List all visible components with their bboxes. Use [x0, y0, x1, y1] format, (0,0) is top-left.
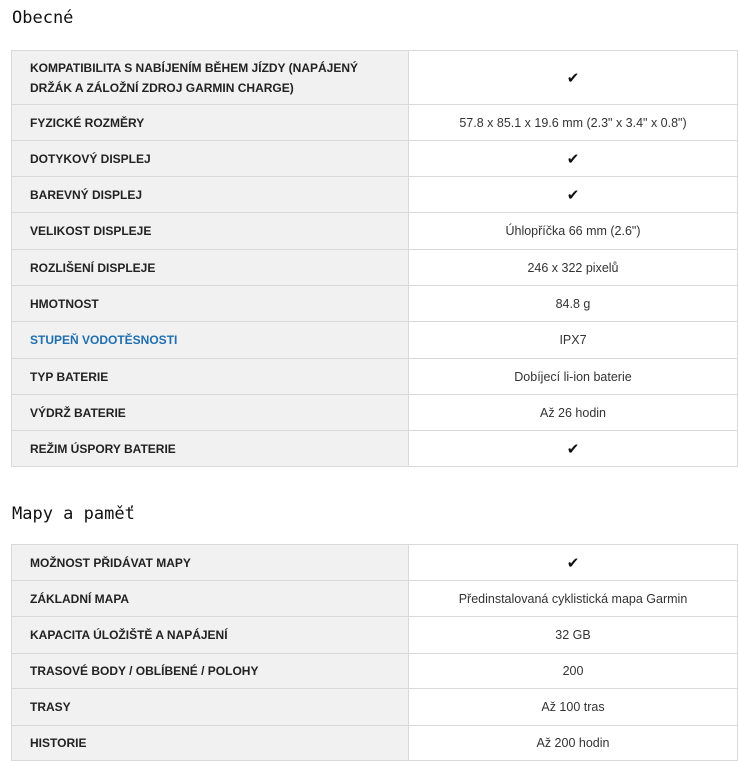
spec-label: DOTYKOVÝ DISPLEJ	[12, 141, 409, 177]
spec-row-moznost-pridavat-mapy	[12, 545, 738, 581]
spec-row-historie	[12, 726, 738, 761]
spec-row-stupen-vodotesnosti	[12, 322, 738, 359]
spec-value: Až 200 hodin	[409, 726, 738, 761]
checkmark-icon: ✔	[566, 185, 580, 204]
spec-label: VÝDRŽ BATERIE	[12, 395, 409, 431]
spec-row-trasove-body-oblibene-polohy	[12, 654, 738, 689]
spec-row-kapacita-uloziste-a-napajeni	[12, 617, 738, 654]
spec-value: Až 100 tras	[409, 689, 738, 726]
spec-value: Dobíjecí li-ion baterie	[409, 359, 738, 395]
spec-label: TRASOVÉ BODY / OBLÍBENÉ / POLOHY	[12, 654, 409, 689]
spec-label: TRASY	[12, 689, 409, 726]
spec-row-hmotnost	[12, 286, 738, 322]
spec-value: 200	[409, 654, 738, 689]
spec-value: 57.8 x 85.1 x 19.6 mm (2.3" x 3.4" x 0.8")	[409, 105, 738, 141]
spec-label: FYZICKÉ ROZMĚRY	[12, 105, 409, 141]
spec-row-barevny-displej	[12, 177, 738, 213]
spec-row-zakladni-mapa	[12, 581, 738, 617]
spec-label-link[interactable]: STUPEŇ VODOTĚSNOSTI	[12, 322, 409, 359]
spec-row-typ-baterie	[12, 359, 738, 395]
spec-label: KAPACITA ÚLOŽIŠTĚ A NAPÁJENÍ	[12, 617, 409, 654]
spec-label: ROZLIŠENÍ DISPLEJE	[12, 250, 409, 286]
spec-value: Až 26 hodin	[409, 395, 738, 431]
spec-value	[409, 177, 738, 213]
spec-row-velikost-displeje	[12, 213, 738, 250]
spec-row-fyzicke-rozmery	[12, 105, 738, 141]
spec-table-general	[11, 50, 738, 467]
spec-row-dotykovy-displej	[12, 141, 738, 177]
spec-row-vydrz-baterie	[12, 395, 738, 431]
spec-value: 32 GB	[409, 617, 738, 654]
spec-value	[409, 141, 738, 177]
spec-value	[409, 431, 738, 467]
spec-value	[409, 545, 738, 581]
spec-row-rozliseni-displeje	[12, 250, 738, 286]
spec-row-kompatibilita-s-nabijenim-behem-jizdy-napajeny-drzak-a-zalozni-zdroj-garmin-charge	[12, 51, 738, 105]
spec-value: Úhlopříčka 66 mm (2.6")	[409, 213, 738, 250]
spec-label: TYP BATERIE	[12, 359, 409, 395]
spec-row-rezim-uspory-baterie	[12, 431, 738, 467]
spec-label: ZÁKLADNÍ MAPA	[12, 581, 409, 617]
spec-label: HMOTNOST	[12, 286, 409, 322]
spec-value: IPX7	[409, 322, 738, 359]
section-title-general: Obecné	[12, 8, 74, 28]
spec-label: KOMPATIBILITA S NABÍJENÍM BĚHEM JÍZDY (NAPÁJENÝ DRŽÁK A ZÁLOŽNÍ ZDROJ GARMIN CHARGE)	[12, 51, 409, 105]
spec-value	[409, 51, 738, 105]
spec-label: REŽIM ÚSPORY BATERIE	[12, 431, 409, 467]
checkmark-icon: ✔	[566, 149, 580, 168]
checkmark-icon: ✔	[566, 553, 580, 572]
spec-label: VELIKOST DISPLEJE	[12, 213, 409, 250]
spec-label: MOŽNOST PŘIDÁVAT MAPY	[12, 545, 409, 581]
spec-table-maps-memory	[11, 544, 738, 761]
spec-value: 84.8 g	[409, 286, 738, 322]
spec-row-trasy	[12, 689, 738, 726]
section-title-maps-memory: Mapy a paměť	[12, 504, 135, 524]
spec-value: 246 x 322 pixelů	[409, 250, 738, 286]
spec-label: BAREVNÝ DISPLEJ	[12, 177, 409, 213]
checkmark-icon: ✔	[566, 68, 580, 87]
spec-label: HISTORIE	[12, 726, 409, 761]
checkmark-icon: ✔	[566, 439, 580, 458]
spec-value: Předinstalovaná cyklistická mapa Garmin	[409, 581, 738, 617]
